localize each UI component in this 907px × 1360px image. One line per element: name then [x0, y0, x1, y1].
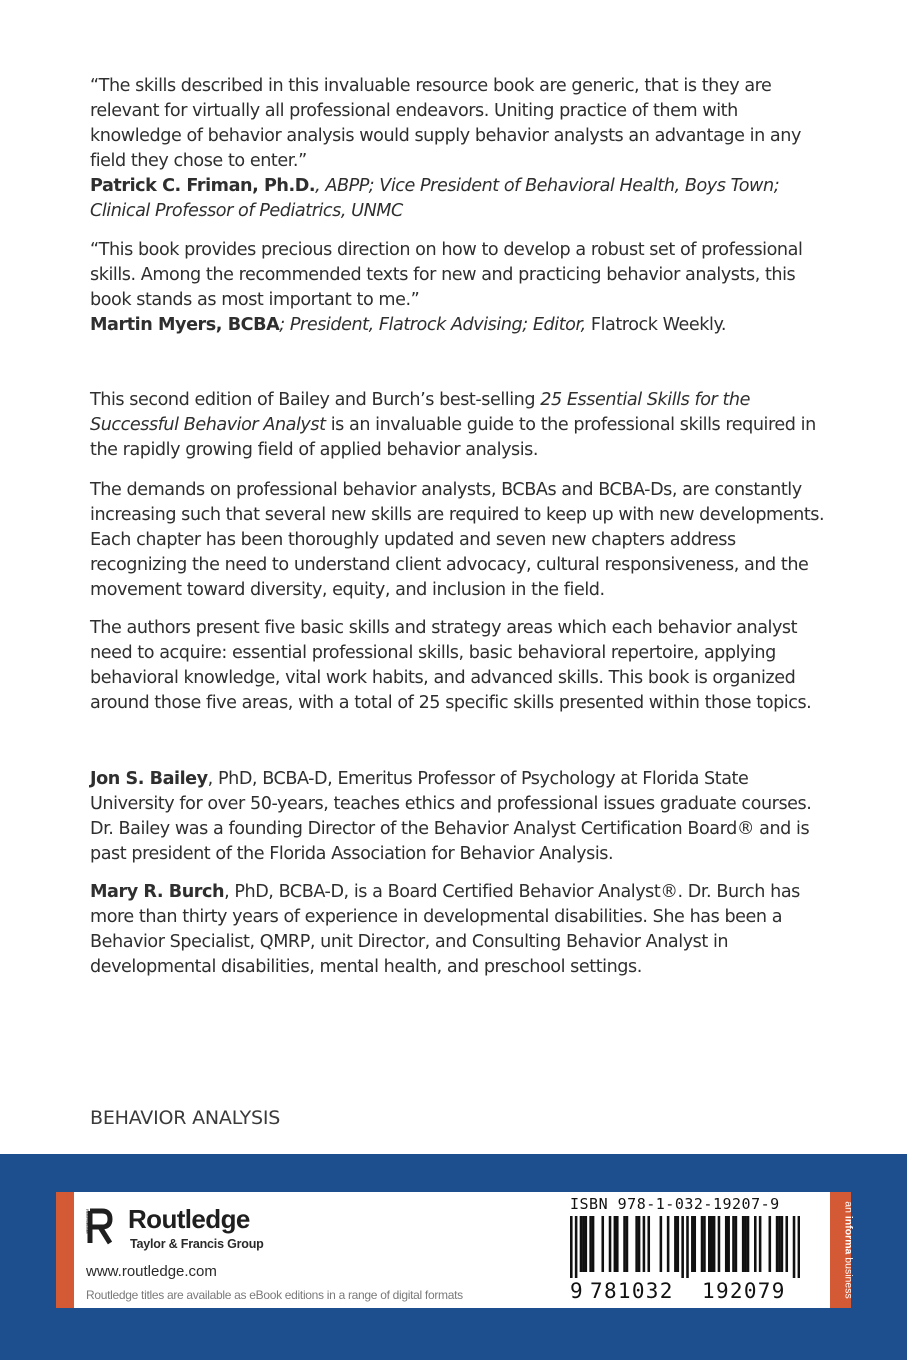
barcode-bar: [589, 1216, 592, 1272]
endorsement-quote: “This book provides precious direction on how to develop a robust set of professional skills. Among the recommended texts for new and practicing behavior analysts, this book stands as most important to me.”: [90, 240, 803, 311]
barcode-bar: [701, 1216, 704, 1272]
isbn-barcode: [570, 1216, 800, 1278]
barcode-bar: [725, 1216, 728, 1272]
informa-brand: informa: [842, 1215, 854, 1255]
description-text: is an invaluable guide to the professional skills required in the rapidly growing field of applied behavior analysis.: [90, 415, 816, 461]
barcode-bar: [585, 1216, 588, 1272]
barcode-bar: [660, 1216, 663, 1272]
accent-stripe-left: [56, 1192, 74, 1308]
endorsement-2: [90, 238, 830, 338]
informa-suffix: business: [842, 1254, 854, 1299]
publisher-name: Routledge: [128, 1204, 250, 1234]
barcode-bar: [647, 1216, 650, 1272]
accent-stripe-right: [830, 1192, 854, 1308]
endorser-publication: Flatrock Weekly.: [590, 315, 727, 336]
book-title: 25 Essential Skills for the Successful Behavior Analyst: [90, 390, 750, 436]
barcode-bar: [609, 1216, 612, 1272]
ean-group-1: 781032: [590, 1279, 674, 1303]
barcode-bar: [778, 1216, 781, 1272]
barcode-bar: [614, 1216, 617, 1272]
barcode-bar: [747, 1216, 750, 1272]
author-name: Mary R. Burch: [90, 882, 225, 902]
description-paragraph-3: The authors present five basic skills and strategy areas which each behavior analyst need to acquire: essential professional skills, basic behavioral repertoire, applying behavioral knowledge, vital work habits, and advanced skills. This book is organized around those five areas, with a total of 25 specific skills presented within those topics.: [90, 618, 812, 714]
barcode-bar: [769, 1216, 772, 1272]
barcode-bar: [643, 1216, 646, 1272]
barcode-bar: [793, 1216, 796, 1278]
barcode-bar: [727, 1216, 730, 1272]
barcode-bar: [776, 1216, 779, 1272]
description-text: This second edition of Bailey and Burch’s best-selling: [90, 390, 541, 410]
barcode-bar: [691, 1216, 694, 1272]
author-name: Jon S. Bailey: [90, 769, 208, 789]
subject-category: BEHAVIOR ANALYSIS: [90, 1107, 281, 1129]
barcode-bar: [735, 1216, 738, 1272]
ebook-availability-note: Routledge titles are available as eBook editions in a range of digital formats: [86, 1288, 463, 1302]
author-paragraph: [90, 767, 830, 867]
endorsement-attribution: [90, 313, 830, 338]
barcode-bar: [693, 1216, 696, 1272]
barcode-bar: [570, 1216, 573, 1278]
endorsement-quote: “The skills described in this invaluable resource book are generic, that is they are relevant for virtually all professional endeavors. Uniting practice of them with knowledge of behavior analysis would supply behavior analysts an advantage in any field they chose to enter.”: [90, 76, 801, 172]
endorser-affiliation: , ABPP; Vice President of Behavioral Health, Boys Town; Clinical Professor of Pediatrics, UNMC: [90, 176, 780, 222]
barcode-bar: [759, 1216, 762, 1272]
barcode-bar: [635, 1216, 638, 1272]
book-description: [90, 388, 830, 463]
barcode-bar: [713, 1216, 716, 1272]
barcode-bar: [626, 1216, 629, 1272]
barcode-bar: [744, 1216, 747, 1272]
barcode-bar: [710, 1216, 713, 1272]
barcode-bar: [742, 1216, 745, 1272]
endorsement-1: [90, 74, 830, 225]
barcode-bar: [781, 1216, 784, 1272]
barcode-bar: [703, 1216, 706, 1272]
author-bio-2: [90, 880, 830, 980]
ean-first-digit: 9: [570, 1279, 583, 1303]
barcode-bar: [732, 1216, 735, 1272]
routledge-logo-text: ROUTLEDGE: [85, 1209, 90, 1234]
barcode-bar: [592, 1216, 595, 1272]
endorsement-attribution: [90, 174, 830, 224]
author-bio: , PhD, BCBA-D, is a Board Certified Behavior Analyst®. Dr. Burch has more than thirty years of experience in developmental disabilities. She has been a Behavior Specialist, QMRP, unit Director, and Consulting Behavior Analyst in developmental disabilities, mental health, and preschool settings.: [90, 882, 800, 978]
informa-business-label: [842, 1201, 854, 1298]
description-paragraph-2: The demands on professional behavior analysts, BCBAs and BCBA-Ds, are constantly increasing such that several new skills are required to keep up with new developments. Each chapter has been thoroughly updated and seven new chapters address recognizing the need to understand client advocacy, cultural responsiveness, and the movement toward diversity, equity, and inclusion in the field.: [90, 480, 825, 601]
barcode-bar: [677, 1216, 680, 1272]
description-paragraph-1: [90, 388, 830, 463]
barcode-bar: [575, 1216, 578, 1278]
informa-prefix: an: [842, 1201, 854, 1216]
publisher-panel: [56, 1192, 854, 1308]
barcode-bar: [718, 1216, 721, 1272]
publisher-footer-band: [0, 1154, 907, 1360]
routledge-logo-icon: [84, 1207, 116, 1247]
barcode-bar: [667, 1216, 670, 1272]
barcode-bar: [616, 1216, 619, 1272]
barcode-bar: [798, 1216, 800, 1278]
author-bio-1: [90, 767, 830, 867]
isbn-label: ISBN 978-1-032-19207-9: [570, 1195, 780, 1213]
author-bio: , PhD, BCBA-D, Emeritus Professor of Psychology at Florida State University for over 50-years, teaches ethics and professional issues graduate courses. Dr. Bailey was a founding Director of the Behavior Analyst Certification Board® and is past president of the Florida Association for Behavior Analysis.: [90, 769, 812, 865]
endorser-affiliation: ; President, Flatrock Advising; Editor,: [279, 315, 591, 336]
publisher-group: Taylor & Francis Group: [130, 1237, 264, 1251]
barcode-bar: [638, 1216, 641, 1272]
endorser-name: Martin Myers, BCBA: [90, 315, 280, 336]
ean-group-2: 192079: [702, 1279, 786, 1303]
barcode-bar: [582, 1216, 585, 1272]
description-paragraph-2-wrap: [90, 478, 830, 603]
description-paragraph-3-wrap: [90, 616, 830, 716]
publisher-website[interactable]: www.routledge.com: [86, 1263, 217, 1280]
barcode-bar: [785, 1216, 788, 1272]
barcode-bar: [674, 1216, 677, 1272]
barcode-bar: [686, 1216, 689, 1278]
barcode-bar: [601, 1216, 604, 1272]
author-paragraph: [90, 880, 830, 980]
barcode-bar: [754, 1216, 757, 1272]
barcode-bar: [580, 1216, 583, 1272]
endorser-name: Patrick C. Friman, Ph.D.: [90, 176, 316, 197]
barcode-bar: [623, 1216, 626, 1272]
barcode-bar: [708, 1216, 711, 1272]
barcode-bar: [681, 1216, 684, 1278]
